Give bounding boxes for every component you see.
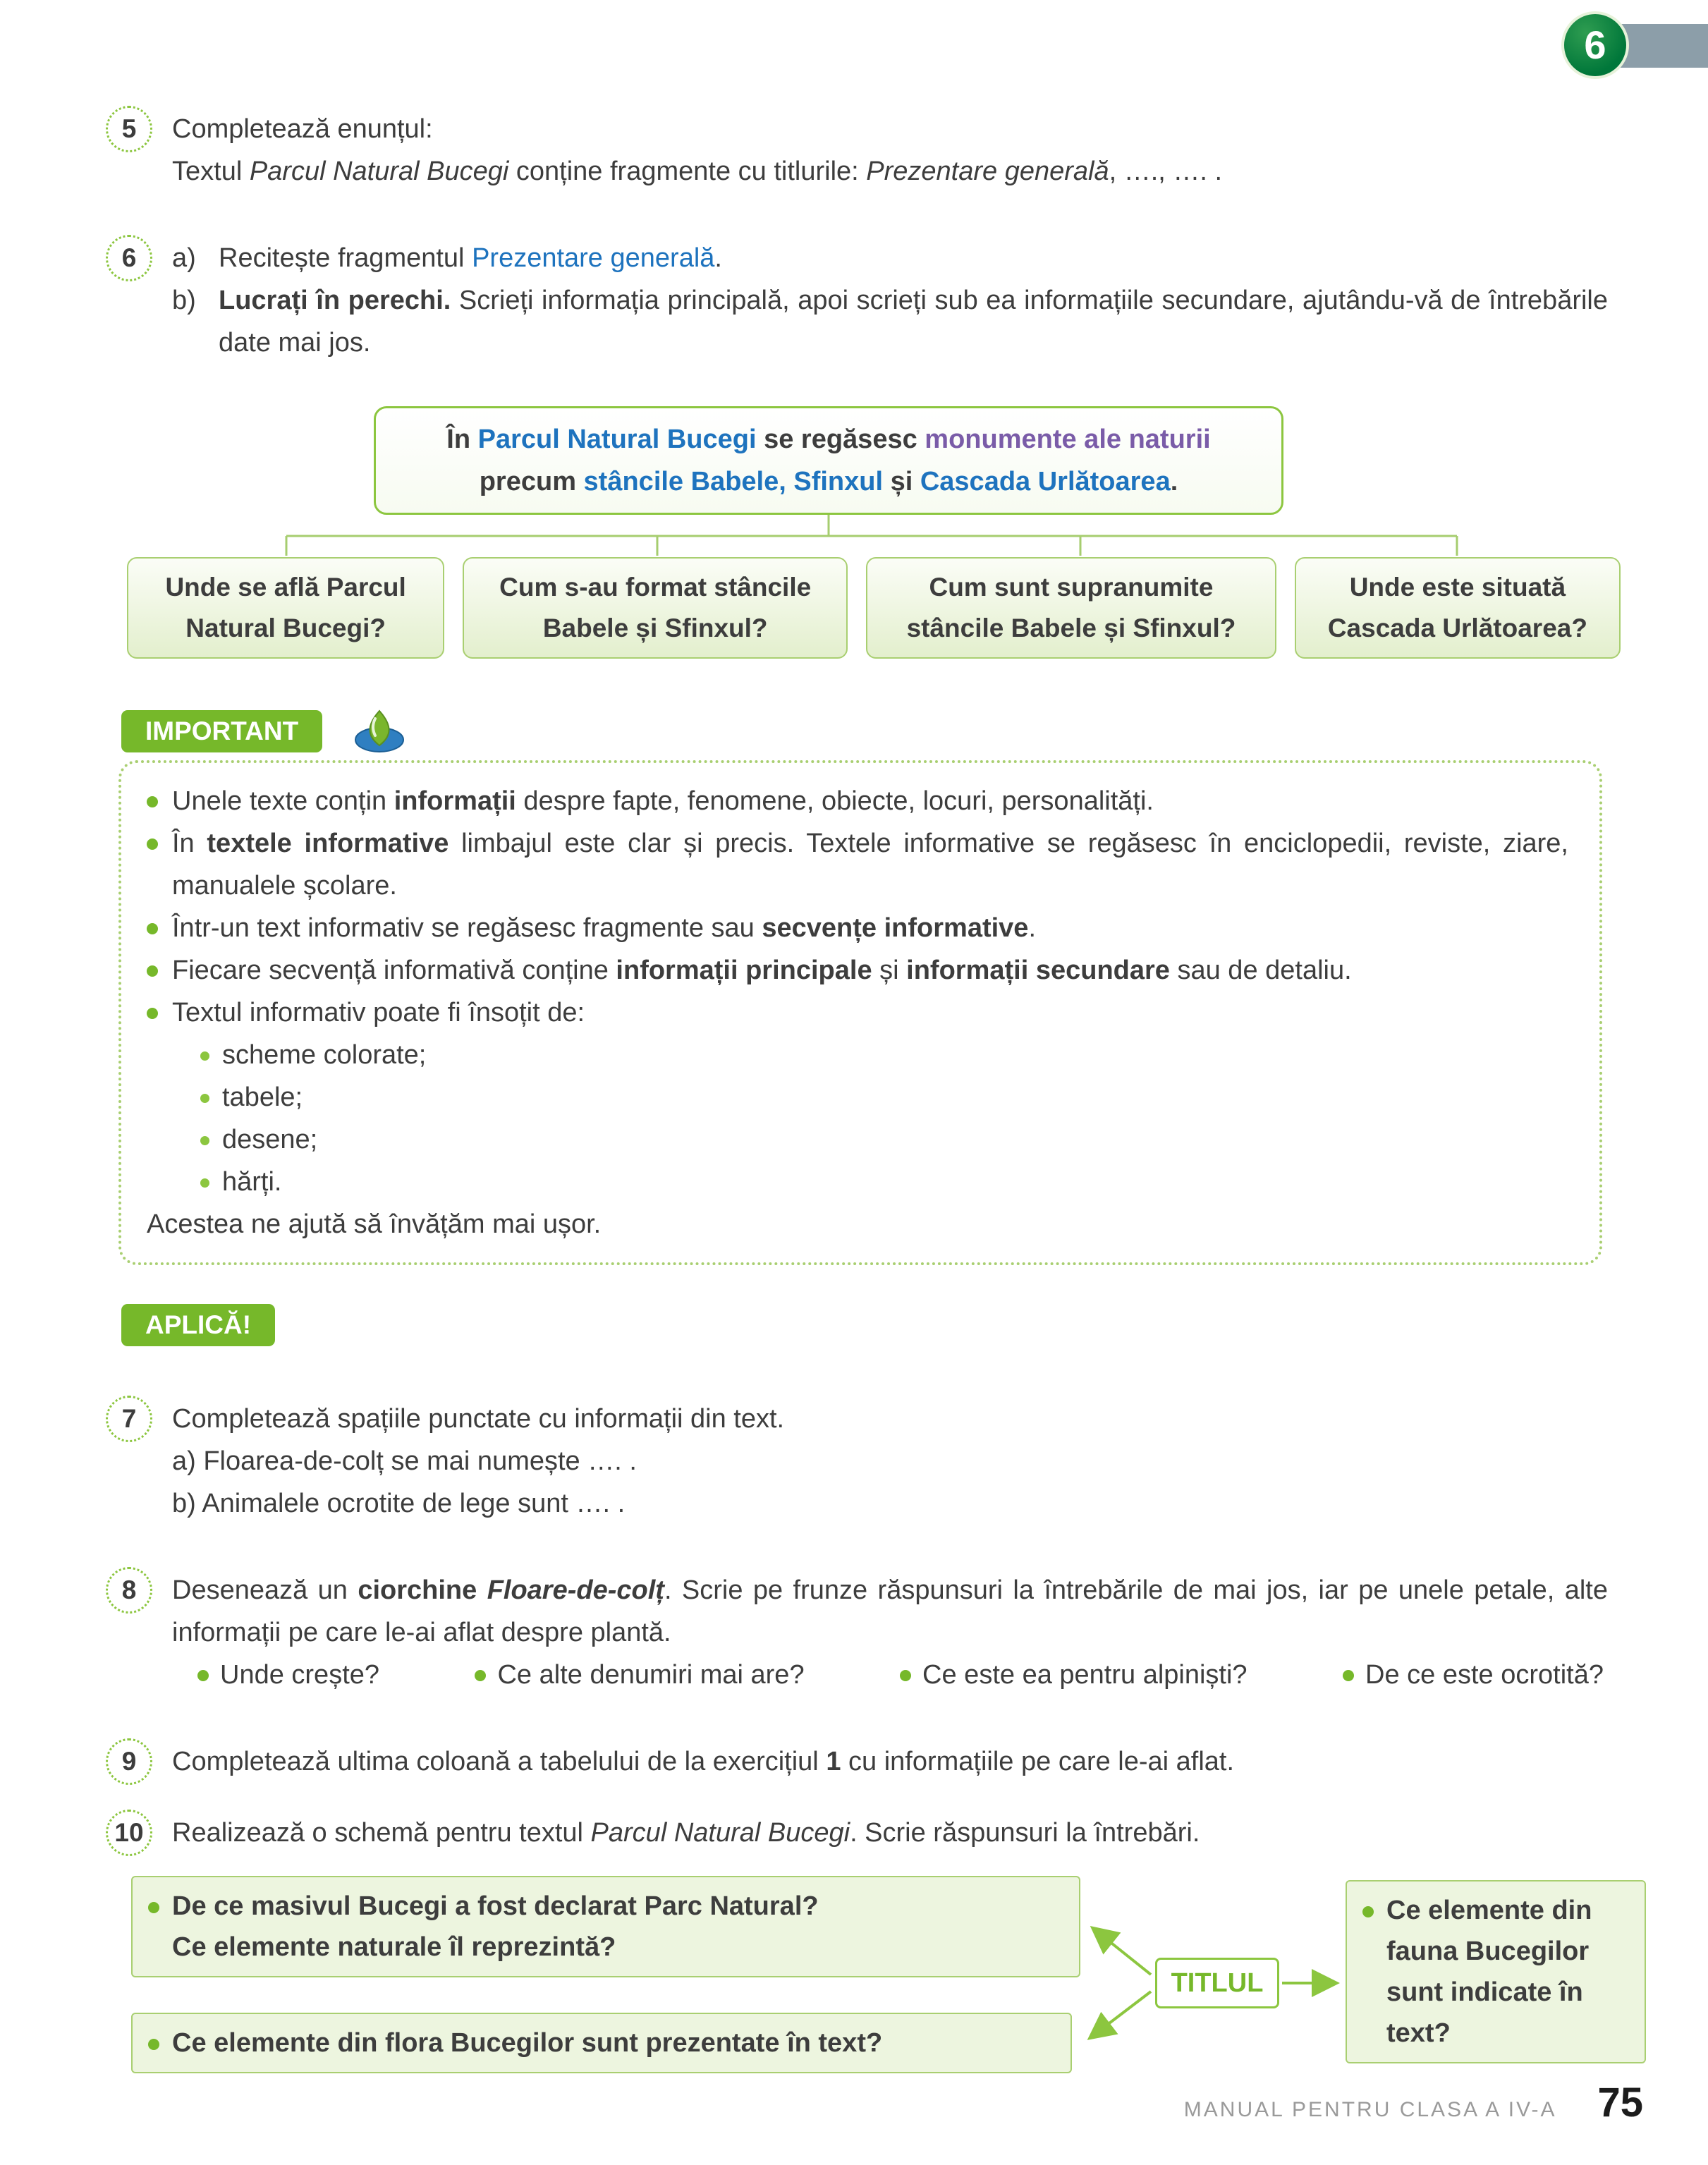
bullet-icon [148, 2039, 159, 2050]
unit-number-badge [1561, 11, 1629, 79]
text-segment: precum [479, 467, 584, 496]
text-segment: Textul [172, 157, 250, 186]
exercise-8-body [172, 1569, 1608, 1654]
text-segment: Realizează o schemă pentru textul [172, 1818, 591, 1848]
text-segment: tabele; [222, 1082, 303, 1112]
exercise-6a [172, 237, 1608, 279]
bullet-icon [147, 1008, 158, 1019]
list-item [147, 949, 1568, 992]
sub-bullet-icon [200, 1178, 209, 1188]
exercise-number: 6 [121, 243, 137, 272]
text-segment: . [1170, 467, 1178, 496]
text-segment: Fiecare secvență informativă conține [172, 956, 616, 985]
bullet-icon [147, 965, 158, 977]
question-line: Cum sunt supranumite [929, 573, 1214, 602]
bullet-icon [900, 1670, 911, 1681]
question-line: Cum s-au format stâncile [499, 573, 812, 602]
text-segment: se regăsesc [756, 425, 925, 454]
question-item [900, 1654, 1248, 1696]
text-segment: . Scrie răspunsuri la întrebări. [850, 1818, 1200, 1848]
text-segment: desene; [222, 1125, 318, 1154]
question-line: Babele și Sfinxul? [542, 614, 768, 642]
text-segment: 1 [826, 1747, 841, 1776]
exercise-number: 5 [121, 114, 137, 143]
unit-number: 6 [1584, 23, 1606, 67]
exercise-9-number-badge [106, 1738, 152, 1785]
text-segment: secvențe informative [762, 913, 1029, 943]
text-segment: Într-un text informativ se regăsesc fragmente sau [172, 913, 762, 943]
fragment-reference-link: Prezentare generală [472, 243, 715, 273]
apply-section-header [121, 1304, 1708, 1346]
text-segment: Recitește fragmentul [219, 243, 472, 273]
sub-bullet-icon [200, 1136, 209, 1145]
text-segment: , …., …. . [1109, 157, 1223, 186]
text-segment: scheme colorate; [222, 1040, 427, 1070]
question-box-row [127, 557, 1621, 659]
exercise-6 [106, 235, 1609, 364]
text-segment: Textul informativ poate fi însoțit de: [172, 998, 585, 1027]
question-box-1 [127, 557, 444, 659]
exercise-8-number-badge [106, 1567, 152, 1614]
exercise-7-prompt: Completează spațiile punctate cu informații din text. [172, 1404, 785, 1434]
text-segment: Desenează un [172, 1575, 358, 1605]
question-text: Unde crește? [220, 1660, 380, 1690]
list-item [147, 822, 1568, 907]
exercise-6-number-badge [106, 235, 152, 281]
diagram-title-box [1155, 1958, 1279, 2008]
text-segment: Prezentare generală [866, 157, 1109, 186]
exercise-7a: a) Floarea-de-colț se mai numește …. . [172, 1446, 637, 1476]
exercise-number: 7 [121, 1404, 137, 1433]
text-segment: monumente ale naturii [925, 425, 1211, 454]
title-scheme-diagram [0, 1876, 1708, 2096]
text-segment: Floare-de-colț [487, 1575, 664, 1605]
sub-list-item [200, 1161, 1568, 1203]
text-segment: conține fragmente cu titlurile: [508, 157, 867, 186]
exercise-10-number-badge [106, 1810, 152, 1856]
text-segment: textele informative [207, 829, 449, 858]
text-segment: informații principale [616, 956, 872, 985]
question-line: stâncile Babele și Sfinxul? [906, 614, 1236, 642]
text-segment: hărți. [222, 1167, 282, 1197]
exercise-8-questions [197, 1654, 1604, 1696]
text-segment: Parcul Natural Bucegi [249, 157, 509, 186]
bullet-icon [147, 796, 158, 807]
sub-list-item [200, 1076, 1568, 1118]
text-segment: ciorchine [358, 1575, 477, 1605]
text-segment: Lucrați în perechi. [219, 286, 451, 315]
question-text: Ce alte denumiri mai are? [497, 1660, 805, 1690]
question-line: De ce masivul Bucegi a fost declarat Parc Natural? [172, 1891, 819, 1921]
question-line: Unde se află Parcul [165, 573, 406, 602]
exercise-number: 10 [114, 1818, 144, 1847]
text-segment: Parcul Natural Bucegi [590, 1818, 850, 1848]
question-text: Ce este ea pentru alpiniști? [922, 1660, 1248, 1690]
exercise-number: 9 [121, 1747, 137, 1776]
exercise-5-prompt: Completează enunțul: [172, 114, 433, 144]
main-idea-box [374, 406, 1283, 515]
sub-bullet-icon [200, 1051, 209, 1061]
question-box-2 [463, 557, 848, 659]
bullet-icon [475, 1670, 486, 1681]
sub-list-item [200, 1118, 1568, 1161]
diagram-question-box-right [1346, 1880, 1646, 2063]
manual-title: MANUAL PENTRU CLASA A IV-A [1183, 2098, 1557, 2121]
text-segment: În [446, 425, 478, 454]
item-label: b) [172, 286, 196, 315]
important-header [121, 708, 1708, 755]
question-line: Ce elemente din flora Bucegilor sunt prezentate în text? [172, 2028, 883, 2058]
text-segment [477, 1575, 487, 1605]
text-segment: și [872, 956, 907, 985]
question-item [197, 1654, 379, 1696]
text-segment: cu informațiile pe care le-ai aflat. [841, 1747, 1235, 1776]
list-item [147, 780, 1568, 822]
exercise-9-body [172, 1740, 1608, 1783]
main-idea-line-1 [394, 418, 1264, 461]
question-line: Unde este situată [1349, 573, 1566, 602]
text-segment: despre fapte, fenomene, obiecte, locuri, personalități. [516, 786, 1154, 816]
text-segment: . [1028, 913, 1036, 943]
bullet-icon [197, 1670, 209, 1681]
title-label: TITLUL [1171, 1968, 1264, 1998]
text-segment: limbajul este clar și precis. Textele informative se regăsesc în enciclopedii, reviste, ziare, manualele școlare. [172, 829, 1568, 901]
important-closing-line: Acestea ne ajută să învățăm mai ușor. [147, 1209, 602, 1239]
bullet-icon [147, 923, 158, 934]
main-idea-line-2 [394, 461, 1264, 503]
bullet-icon [1343, 1670, 1354, 1681]
text-segment: Scrieți informația principală, apoi scrieți sub ea informațiile secundare, ajutându-vă de întrebările date mai jos. [219, 286, 1608, 358]
question-line: Ce elemente naturale îl reprezintă? [172, 1932, 616, 1962]
exercise-5 [106, 106, 1609, 193]
question-item [1343, 1654, 1604, 1696]
apply-badge: APLICĂ! [121, 1304, 275, 1346]
exercise-7-number-badge [106, 1396, 152, 1442]
question-line: Ce elemente din fauna Bucegilor sunt indicate în text? [1386, 1896, 1592, 2048]
exercise-6b [172, 279, 1608, 364]
exercise-5-body [172, 150, 1608, 193]
question-box-4 [1295, 557, 1621, 659]
page-footer [1184, 2082, 1643, 2131]
sub-bullet-icon [200, 1094, 209, 1103]
question-line: Natural Bucegi? [185, 614, 386, 642]
leaf-drop-icon [348, 708, 411, 755]
bullet-icon [148, 1902, 159, 1913]
sub-list-item [200, 1034, 1568, 1076]
diagram-question-box-left-2 [131, 2013, 1072, 2073]
item-label: a) [172, 243, 196, 273]
list-item [147, 907, 1568, 949]
text-segment: Parcul Natural Bucegi [477, 425, 757, 454]
text-segment: Completează ultima coloană a tabelului de la exercițiul [172, 1747, 826, 1776]
text-segment: și [883, 467, 920, 496]
exercise-10-body [172, 1812, 1608, 1854]
question-box-3 [866, 557, 1276, 659]
question-text: De ce este ocrotită? [1365, 1660, 1604, 1690]
text-segment: sau de detaliu. [1169, 956, 1352, 985]
important-box [118, 760, 1602, 1265]
exercise-8 [106, 1567, 1609, 1696]
text-segment: . [714, 243, 722, 273]
exercise-number: 8 [121, 1575, 137, 1604]
bullet-icon [147, 838, 158, 850]
important-badge: IMPORTANT [121, 710, 322, 752]
exercise-7 [106, 1396, 1609, 1525]
page-number: 75 [1597, 2080, 1643, 2126]
text-segment: informații [394, 786, 516, 816]
exercise-10 [106, 1810, 1609, 1856]
question-item [475, 1654, 804, 1696]
text-segment: Unele texte conțin [172, 786, 394, 816]
text-segment: Cascada Urlătoarea [920, 467, 1171, 496]
bullet-icon [1362, 1906, 1374, 1917]
list-item [147, 992, 1568, 1034]
text-segment: stâncile Babele, Sfinxul [583, 467, 884, 496]
exercise-7b: b) Animalele ocrotite de lege sunt …. . [172, 1489, 626, 1518]
text-segment: În [172, 829, 207, 858]
exercise-9 [106, 1738, 1609, 1785]
text-segment: informații secundare [906, 956, 1170, 985]
question-line: Cascada Urlătoarea? [1327, 614, 1587, 642]
scheme-connector-lines [0, 515, 1708, 557]
diagram-question-box-left-1 [131, 1876, 1080, 1977]
text-segment: . Scrie pe frunze răspunsuri la întrebările de mai jos, iar pe unele petale, alte informații pe care le-ai aflat despre plantă. [172, 1575, 1608, 1647]
exercise-5-number-badge [106, 106, 152, 152]
